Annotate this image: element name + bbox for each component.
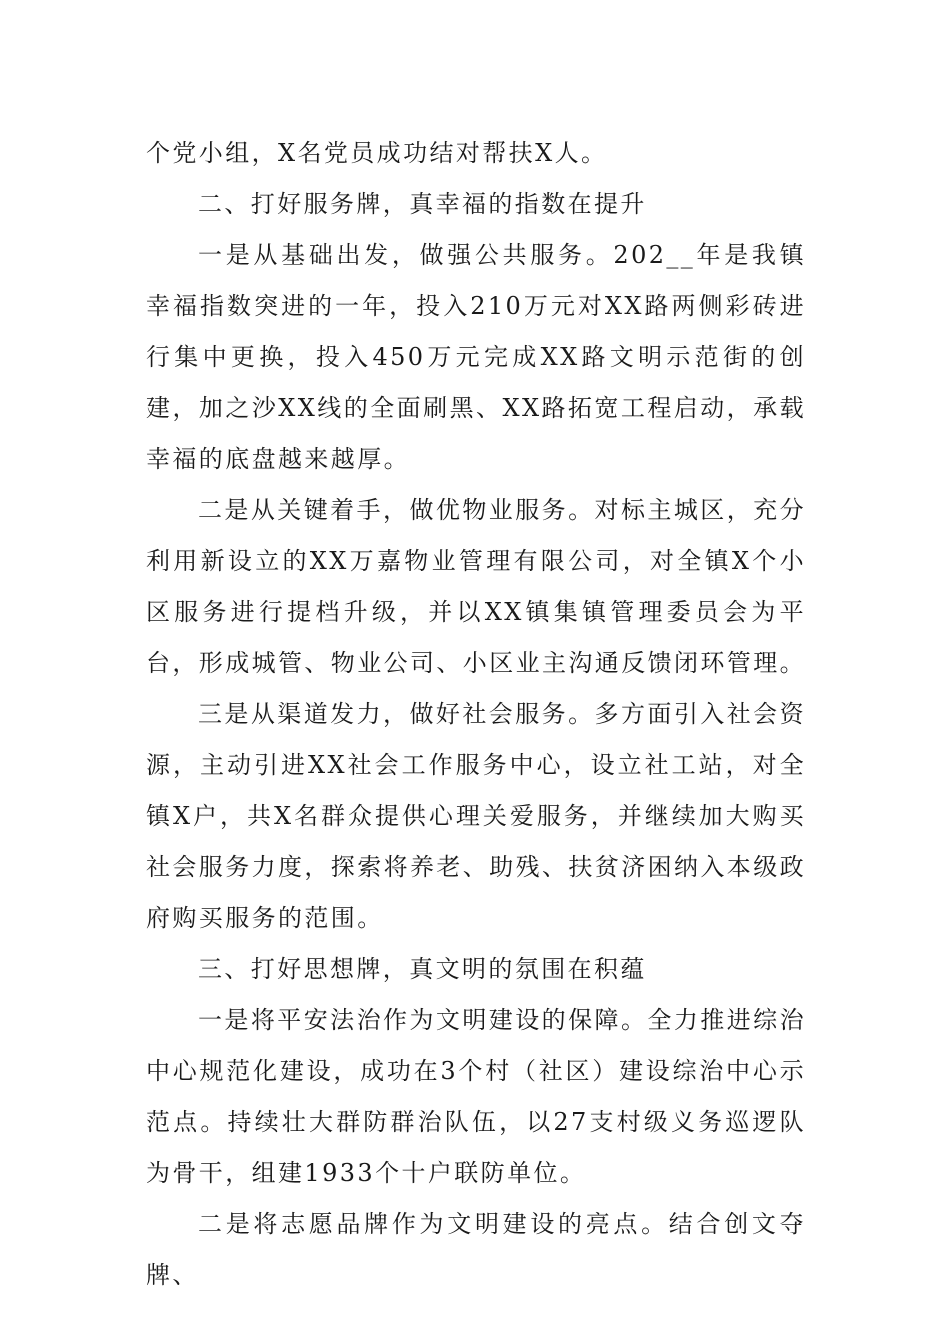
paragraph-safety-law: 一是将平安法治作为文明建设的保障。全力推进综治中心规范化建设，成功在3个村（社区）建设综治中心示范点。持续壮大群防群治队伍，以27支村级义务巡逻队为骨干，组建1933个十户联防单位。 <box>146 1006 806 1187</box>
paragraph-social-service: 三是从渠道发力，做好社会服务。多方面引入社会资源，主动引进XX社会工作服务中心，设立社工站，对全镇X户，共X名群众提供心理关爱服务，并继续加大购买社会服务力度，探索将养老、助残、扶贫济困纳入本级政府购买服务的范围。 <box>146 700 806 932</box>
section-heading-2: 二、打好服务牌，真幸福的指数在提升 <box>198 190 647 218</box>
paragraph-volunteer-brand: 二是将志愿品牌作为文明建设的亮点。结合创文夺牌、 <box>146 1210 806 1289</box>
document-body <box>146 128 806 1301</box>
paragraph-public-service: 一是从基础出发，做强公共服务。202__年是我镇幸福指数突进的一年，投入210万元对XX路两侧彩砖进行集中更换，投入450万元完成XX路文明示范街的创建，加之沙XX线的全面刷黑、XX路拓宽工程启动，承载幸福的底盘越来越厚。 <box>146 241 806 473</box>
section-heading-3: 三、打好思想牌，真文明的氛围在积蕴 <box>198 955 647 983</box>
paragraph-property-service: 二是从关键着手，做优物业服务。对标主城区，充分利用新设立的XX万嘉物业管理有限公司，对全镇X个小区服务进行提档升级，并以XX镇集镇管理委员会为平台，形成城管、物业公司、小区业主沟通反馈闭环管理。 <box>146 496 806 677</box>
paragraph-continuation: 个党小组，X名党员成功结对帮扶X人。 <box>146 139 608 167</box>
